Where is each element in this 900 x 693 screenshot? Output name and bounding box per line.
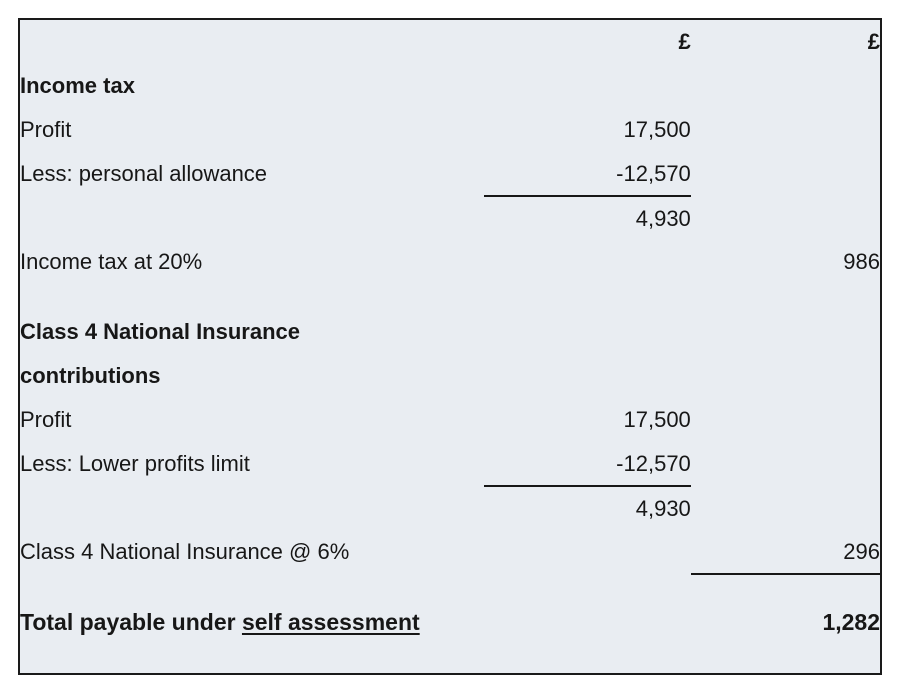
row-value-right-blank bbox=[691, 442, 880, 486]
row-value-right-blank bbox=[691, 108, 880, 152]
row-value-right-blank bbox=[691, 486, 880, 530]
header-currency-right: £ bbox=[867, 29, 880, 54]
row-value-right-blank bbox=[691, 196, 880, 240]
tax-computation-sheet bbox=[18, 18, 882, 675]
row-value-profit-nic: 17,500 bbox=[623, 407, 691, 432]
total-gap bbox=[20, 574, 880, 600]
spacer-cell bbox=[484, 354, 690, 398]
row-value-personal-allowance: -12,570 bbox=[484, 152, 690, 196]
section-heading-class4-line2: contributions bbox=[20, 363, 161, 388]
table-row bbox=[20, 530, 880, 574]
row-label-income-tax-rate: Income tax at 20% bbox=[20, 249, 203, 274]
row-value-profit-income-tax: 17,500 bbox=[623, 117, 691, 142]
section-heading-row-class4-line2 bbox=[20, 354, 880, 398]
section-heading-income-tax: Income tax bbox=[20, 73, 135, 98]
row-value-lower-profits-limit: -12,570 bbox=[484, 442, 690, 486]
row-label-subtotal-taxable bbox=[20, 196, 484, 240]
table-row bbox=[20, 442, 880, 486]
total-label-prefix: Total payable under bbox=[20, 608, 242, 635]
table-row bbox=[20, 196, 880, 240]
row-value-subtotal-nicable: 4,930 bbox=[635, 495, 691, 521]
row-label-subtotal-nicable bbox=[20, 486, 484, 530]
table-row bbox=[20, 398, 880, 442]
table-row bbox=[20, 108, 880, 152]
row-label-personal-allowance: Less: personal allowance bbox=[20, 161, 268, 186]
spacer-cell bbox=[691, 354, 880, 398]
table-row bbox=[20, 486, 880, 530]
row-value-mid-blank bbox=[484, 530, 690, 574]
total-label bbox=[20, 600, 484, 644]
row-value-class4-amount: 296 bbox=[691, 530, 880, 574]
tax-computation-table bbox=[20, 20, 880, 644]
table-header-row bbox=[20, 20, 880, 64]
spacer-cell bbox=[484, 310, 690, 354]
spacer-cell bbox=[484, 64, 690, 108]
row-label-profit-income-tax: Profit bbox=[20, 117, 72, 142]
total-label-self-assessment: self assessment bbox=[241, 608, 420, 635]
header-currency-mid: £ bbox=[678, 29, 691, 54]
row-label-class4-rate: Class 4 National Insurance @ 6% bbox=[20, 539, 350, 564]
section-gap bbox=[20, 284, 880, 310]
row-value-right-blank bbox=[691, 152, 880, 196]
total-mid-blank bbox=[484, 600, 690, 644]
section-heading-class4-line1: Class 4 National Insurance bbox=[20, 319, 300, 344]
total-value: 1,282 bbox=[822, 608, 880, 635]
spacer-cell bbox=[691, 64, 880, 108]
section-heading-row-class4-line1 bbox=[20, 310, 880, 354]
total-row bbox=[20, 600, 880, 644]
row-value-mid-blank bbox=[484, 240, 690, 284]
spacer-cell bbox=[691, 310, 880, 354]
row-label-lower-profits-limit: Less: Lower profits limit bbox=[20, 451, 250, 476]
row-value-right-blank bbox=[691, 398, 880, 442]
row-value-subtotal-taxable: 4,930 bbox=[635, 205, 691, 231]
table-row bbox=[20, 240, 880, 284]
row-label-profit-nic: Profit bbox=[20, 407, 72, 432]
section-heading-row-income-tax bbox=[20, 64, 880, 108]
header-blank-cell bbox=[20, 20, 484, 64]
row-value-income-tax-amount: 986 bbox=[843, 249, 880, 274]
table-row bbox=[20, 152, 880, 196]
